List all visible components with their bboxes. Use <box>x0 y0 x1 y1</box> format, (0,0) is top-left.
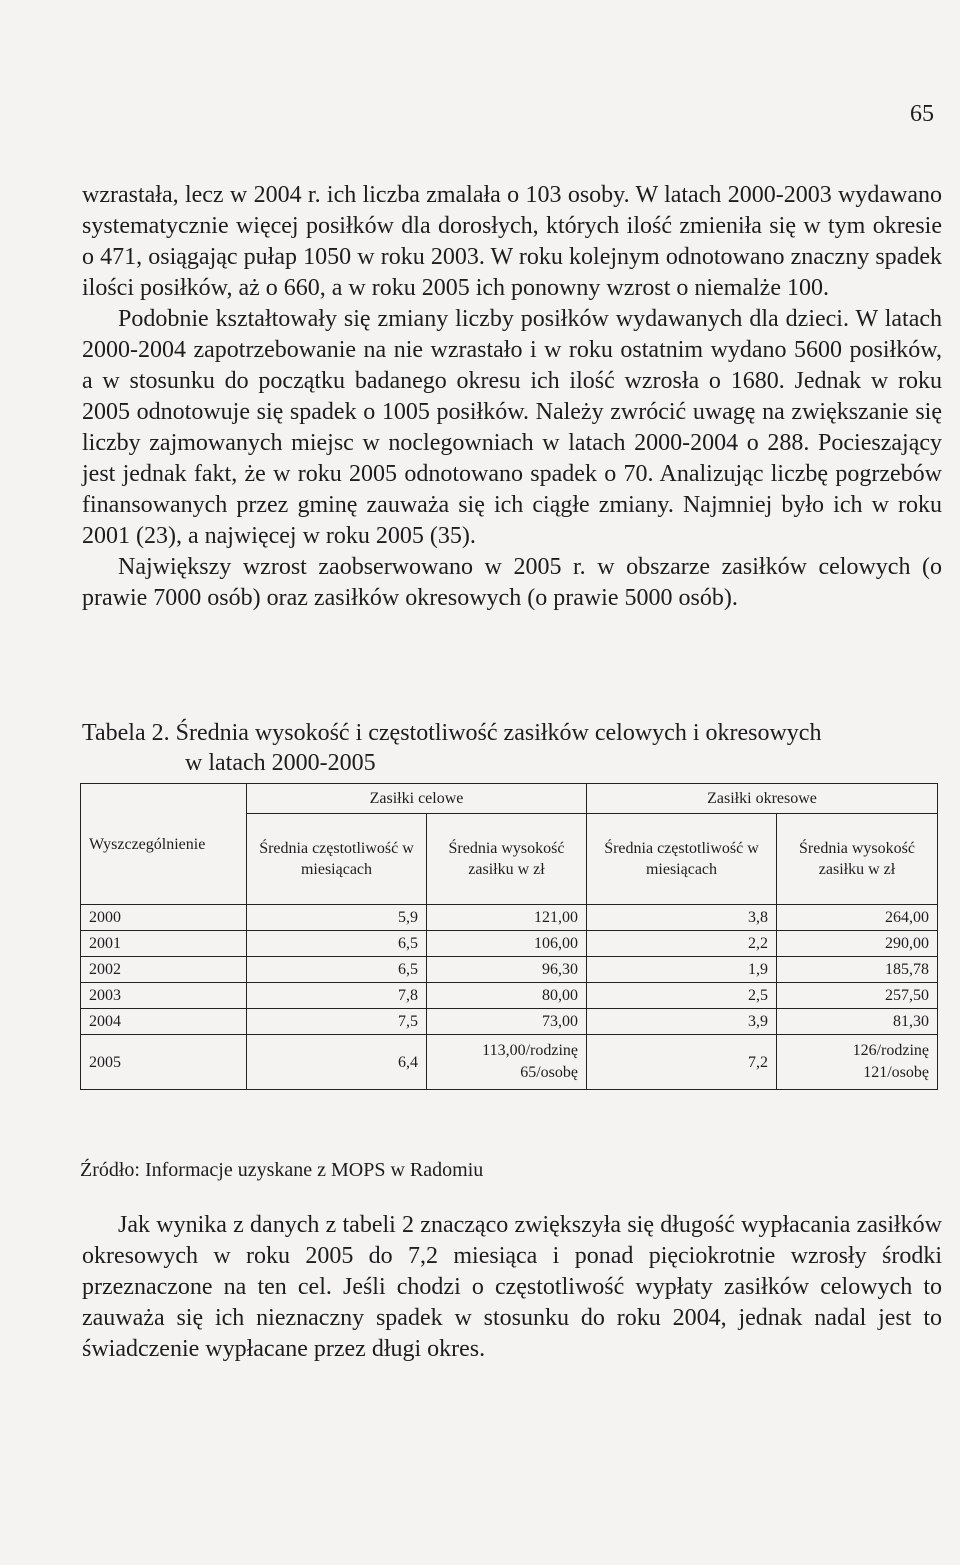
subheader-cell: Średnia wysokość zasiłku w zł <box>427 814 587 905</box>
subheader-cell: Średnia częstotliwość w miesiącach <box>587 814 777 905</box>
table-row <box>81 905 938 931</box>
year-cell: 2001 <box>81 931 247 957</box>
table-cell: 96,30 <box>427 957 587 983</box>
table-cell: 7,8 <box>247 983 427 1009</box>
table-cell: 3,9 <box>587 1009 777 1035</box>
year-cell: 2002 <box>81 957 247 983</box>
table-row <box>81 983 938 1009</box>
table-source: Źródło: Informacje uzyskane z MOPS w Radomiu <box>80 1159 484 1181</box>
table-header-row <box>81 784 938 814</box>
table-cell: 7,5 <box>247 1009 427 1035</box>
table-cell: 121,00 <box>427 905 587 931</box>
table-cell <box>427 1035 587 1090</box>
subheader-cell: Średnia wysokość zasiłku w zł <box>777 814 938 905</box>
paragraph: wzrastała, lecz w 2004 r. ich liczba zmalała o 103 osoby. W latach 2000-2003 wydawano systematycznie więcej posiłków dla dorosłych, których ilość zmieniła się w tym okresie o 471, osiągając pułap 1050 w roku 2003. W roku kolejnym odnotowano znaczny spadek ilości posiłków, aż o 660, a w roku 2005 ich ponowny wzrost o niemalże 100. <box>82 182 942 301</box>
year-cell: 2000 <box>81 905 247 931</box>
table-caption-line1: Tabela 2. Średnia wysokość i częstotliwość zasiłków celowych i okresowych <box>82 720 822 746</box>
table-row <box>81 1035 938 1090</box>
per-family-value: 113,00/rodzinę <box>482 1042 578 1059</box>
year-cell: 2004 <box>81 1009 247 1035</box>
year-cell: 2003 <box>81 983 247 1009</box>
subheader-cell: Średnia częstotliwość w miesiącach <box>247 814 427 905</box>
table-cell: 264,00 <box>777 905 938 931</box>
page-number: 65 <box>910 101 934 127</box>
table-row <box>81 957 938 983</box>
table-cell: 106,00 <box>427 931 587 957</box>
table-cell: 6,5 <box>247 931 427 957</box>
paragraph: Największy wzrost zaobserwowano w 2005 r. w obszarze zasiłków celowych (o prawie 7000 osób) oraz zasiłków okresowych (o prawie 5000 osób). <box>82 554 942 611</box>
body-text-bottom <box>82 1210 942 1365</box>
body-text-top <box>82 180 942 614</box>
table-cell: 2,5 <box>587 983 777 1009</box>
table-cell: 81,30 <box>777 1009 938 1035</box>
corner-header: Wyszczególnienie <box>81 784 247 905</box>
table-caption <box>82 718 942 778</box>
table-cell: 6,4 <box>247 1035 427 1090</box>
table-cell: 5,9 <box>247 905 427 931</box>
table-row <box>81 931 938 957</box>
table-cell <box>777 1035 938 1090</box>
paragraph: Jak wynika z danych z tabeli 2 znacząco zwiększyła się długość wypłacania zasiłków okresowych w roku 2005 do 7,2 miesiąca i ponad pięciokrotnie wzrosły środki przeznaczone na ten cel. Jeśli chodzi o częstotliwość wypłaty zasiłków celowych to zauważa się ich nieznaczny spadek w stosunku do roku 2004, jednak nadal jest to świadczenie wypłacane przez długi okres. <box>82 1212 942 1362</box>
per-family-value: 126/rodzinę <box>852 1042 929 1059</box>
table-caption-line2: w latach 2000-2005 <box>185 750 376 776</box>
benefits-table <box>80 783 938 1090</box>
table-cell: 80,00 <box>427 983 587 1009</box>
table-cell: 6,5 <box>247 957 427 983</box>
table-cell: 3,8 <box>587 905 777 931</box>
table-cell: 185,78 <box>777 957 938 983</box>
group-header-okresowe: Zasiłki okresowe <box>587 784 938 814</box>
group-header-celowe: Zasiłki celowe <box>247 784 587 814</box>
table-cell: 7,2 <box>587 1035 777 1090</box>
table-cell: 73,00 <box>427 1009 587 1035</box>
year-cell: 2005 <box>81 1035 247 1090</box>
table-cell: 2,2 <box>587 931 777 957</box>
per-person-value: 65/osobę <box>520 1064 578 1081</box>
table-row <box>81 1009 938 1035</box>
table-cell: 257,50 <box>777 983 938 1009</box>
paragraph: Podobnie kształtowały się zmiany liczby posiłków wydawanych dla dzieci. W latach 2000-2004 zapotrzebowanie na nie wzrastało i w roku ostatnim wydano 5600 posiłków, a w stosunku do początku badanego okresu ich ilość wzrosła o 1680. Jednak w roku 2005 odnotowuje się spadek o 1005 posiłków. Należy zwrócić uwagę na zwiększanie się liczby zajmowanych miejsc w noclegowniach w latach 2000-2004 o 288. Pocieszający jest jednak fakt, że w roku 2005 odnotowano spadek o 70. Analizując liczbę pogrzebów finansowanych przez gminę zauważa się ich ciągłe zmiany. Najmniej było ich w roku 2001 (23), a najwięcej w roku 2005 (35). <box>82 306 942 549</box>
table-cell: 1,9 <box>587 957 777 983</box>
table-cell: 290,00 <box>777 931 938 957</box>
per-person-value: 121/osobę <box>863 1064 929 1081</box>
